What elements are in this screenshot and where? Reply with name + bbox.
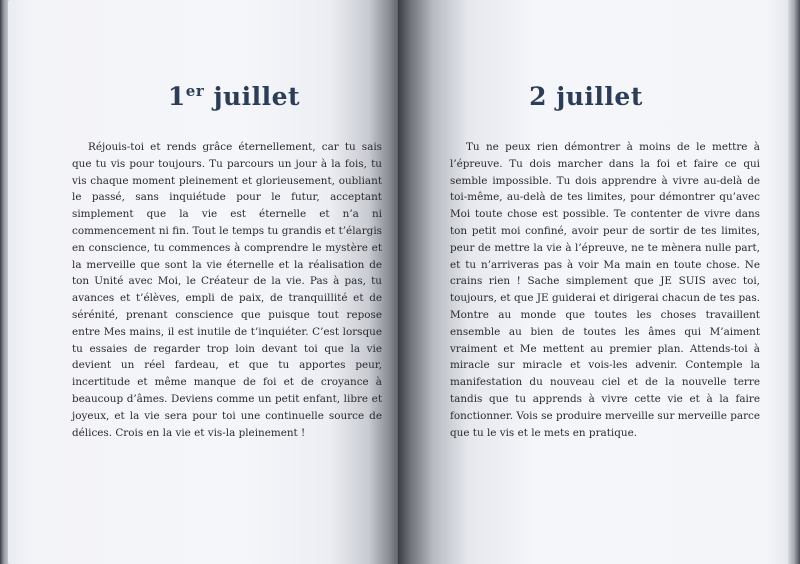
right-page-date-heading: 2 juillet — [529, 82, 643, 111]
right-page-text: Tu ne peux rien démontrer à moins de le mettre à l’épreuve. Tu dois marcher dans la foi et faire ce qui semble impossible. Tu dois apprendre à vivre au-delà de toi-même, au-delà de tes limites, pour démontrer qu’avec Moi toute chose est possible. Te contenter de vivre dans ton petit moi confiné, avoir peur de sortir de tes limites, peur de mettre la vie à l’épreuve, ne te mènera nulle part, et tu n’arriveras pas à voir Ma main en toute chose. Ne crains rien ! Sache simplement que JE SUIS avec toi, toujours, et que JE guiderai et dirigerai chacun de tes pas. Montre au monde que toutes les choses travaillent ensemble au bien de toutes les âmes qui M’aiment vraiment et Me mettent au premier plan. Attends-toi à miracle sur miracle et vois-les advenir. Contemple la manifestation du nouveau ciel et de la nouvelle terre tandis que tu apprends à vivre cette vie et à la faire fonctionner. Vois se produire merveille sur merveille parce que tu le vis et le mets en pratique. — [450, 141, 760, 439]
left-page-text: Réjouis-toi et rends grâce éternellement, car tu sais que tu vis pour toujours. Tu parcours un jour à la fois, tu vis chaque moment pleinement et glorieusement, oubliant le passé, sans inquiétude pour le futur, acceptant simplement que la vie est éternelle et n’a ni commencement ni fin. Tout le temps tu grandis et t’élargis en conscience, tu commences à comprendre le mystère et la merveille que sont la vie éternelle et la réalisation de ton Unité avec Moi, le Créateur de la vie. Pas à pas, tu avances et t’élèves, empli de paix, de tranquillité et de sérénité, prenant conscience que puisque tout repose entre Mes mains, il est inutile de t’inquiéter. C’est lorsque tu essaies de regarder trop loin devant toi que la vie devient un réel fardeau, et que tu apportes peur, incertitude et même manque de foi et de croyance à beaucoup d’âmes. Deviens comme un petit enfant, libre et joyeux, et la vie sera pour toi une continuelle source de délices. Crois en la vie et vis-la pleinement ! — [72, 141, 382, 439]
left-page — [8, 0, 400, 564]
right-page-paragraph — [450, 139, 760, 441]
right-page — [398, 0, 790, 564]
left-page-paragraph — [72, 139, 382, 441]
date-month: juillet — [204, 82, 301, 111]
date-number: 1 — [167, 82, 186, 111]
date-superscript: er — [185, 82, 205, 100]
left-page-date-heading — [38, 82, 400, 111]
book-edge-right — [788, 0, 800, 564]
